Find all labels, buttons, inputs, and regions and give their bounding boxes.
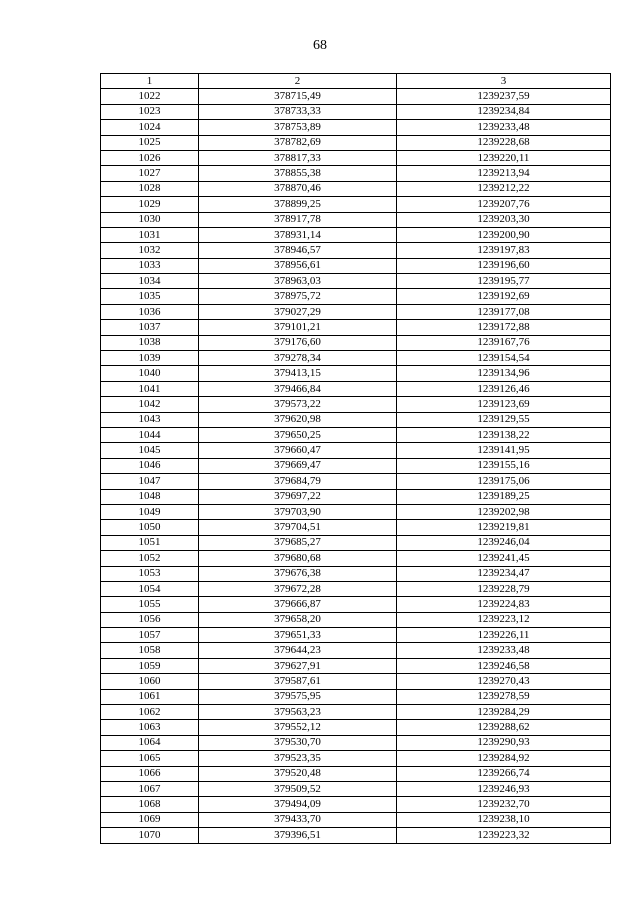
point-number-cell: 1049: [101, 504, 199, 519]
table-row: [101, 735, 611, 750]
point-number-cell: 1025: [101, 135, 199, 150]
point-number-cell: 1023: [101, 104, 199, 119]
x-coordinate-cell: 379563,23: [199, 705, 397, 720]
x-coordinate-cell: 378782,69: [199, 135, 397, 150]
y-coordinate-cell: 1239192,69: [397, 289, 611, 304]
table-row: [101, 504, 611, 519]
y-coordinate-cell: 1239202,98: [397, 504, 611, 519]
y-coordinate-cell: 1239233,48: [397, 120, 611, 135]
point-number-cell: 1062: [101, 705, 199, 720]
y-coordinate-cell: 1239195,77: [397, 274, 611, 289]
x-coordinate-cell: 379575,95: [199, 689, 397, 704]
y-coordinate-cell: 1239129,55: [397, 412, 611, 427]
x-coordinate-cell: 379523,35: [199, 751, 397, 766]
header-col-2: 2: [199, 74, 397, 89]
x-coordinate-cell: 379651,33: [199, 628, 397, 643]
point-number-cell: 1029: [101, 197, 199, 212]
point-number-cell: 1056: [101, 612, 199, 627]
point-number-cell: 1037: [101, 320, 199, 335]
table-row: [101, 258, 611, 273]
header-col-1: 1: [101, 74, 199, 89]
y-coordinate-cell: 1239223,12: [397, 612, 611, 627]
x-coordinate-cell: 378963,03: [199, 274, 397, 289]
x-coordinate-cell: 379101,21: [199, 320, 397, 335]
table-header: [101, 74, 611, 89]
point-number-cell: 1067: [101, 781, 199, 796]
point-number-cell: 1054: [101, 581, 199, 596]
table-row: [101, 135, 611, 150]
table-row: [101, 458, 611, 473]
y-coordinate-cell: 1239238,10: [397, 812, 611, 827]
point-number-cell: 1039: [101, 351, 199, 366]
y-coordinate-cell: 1239220,11: [397, 150, 611, 165]
y-coordinate-cell: 1239126,46: [397, 381, 611, 396]
table-row: [101, 828, 611, 843]
table-row: [101, 612, 611, 627]
table-row: [101, 304, 611, 319]
x-coordinate-cell: 379027,29: [199, 304, 397, 319]
table-body: [101, 89, 611, 843]
table-row: [101, 89, 611, 104]
table-row: [101, 104, 611, 119]
table-row: [101, 520, 611, 535]
x-coordinate-cell: 379684,79: [199, 474, 397, 489]
table-row: [101, 766, 611, 781]
table-row: [101, 781, 611, 796]
table-row: [101, 197, 611, 212]
table-row: [101, 212, 611, 227]
table-row: [101, 120, 611, 135]
point-number-cell: 1034: [101, 274, 199, 289]
table-row: [101, 720, 611, 735]
y-coordinate-cell: 1239134,96: [397, 366, 611, 381]
table-row: [101, 566, 611, 581]
x-coordinate-cell: 379680,68: [199, 551, 397, 566]
table-row: [101, 812, 611, 827]
y-coordinate-cell: 1239224,83: [397, 597, 611, 612]
y-coordinate-cell: 1239141,95: [397, 443, 611, 458]
y-coordinate-cell: 1239290,93: [397, 735, 611, 750]
x-coordinate-cell: 379627,91: [199, 658, 397, 673]
x-coordinate-cell: 379552,12: [199, 720, 397, 735]
point-number-cell: 1050: [101, 520, 199, 535]
point-number-cell: 1024: [101, 120, 199, 135]
table-row: [101, 289, 611, 304]
y-coordinate-cell: 1239284,92: [397, 751, 611, 766]
point-number-cell: 1048: [101, 489, 199, 504]
point-number-cell: 1041: [101, 381, 199, 396]
point-number-cell: 1030: [101, 212, 199, 227]
table-row: [101, 797, 611, 812]
y-coordinate-cell: 1239232,70: [397, 797, 611, 812]
x-coordinate-cell: 378870,46: [199, 181, 397, 196]
y-coordinate-cell: 1239228,68: [397, 135, 611, 150]
y-coordinate-cell: 1239234,47: [397, 566, 611, 581]
point-number-cell: 1047: [101, 474, 199, 489]
x-coordinate-cell: 379494,09: [199, 797, 397, 812]
point-number-cell: 1060: [101, 674, 199, 689]
y-coordinate-cell: 1239246,93: [397, 781, 611, 796]
x-coordinate-cell: 379587,61: [199, 674, 397, 689]
table-row: [101, 658, 611, 673]
y-coordinate-cell: 1239226,11: [397, 628, 611, 643]
point-number-cell: 1040: [101, 366, 199, 381]
y-coordinate-cell: 1239175,06: [397, 474, 611, 489]
point-number-cell: 1028: [101, 181, 199, 196]
table-row: [101, 412, 611, 427]
x-coordinate-cell: 379176,60: [199, 335, 397, 350]
y-coordinate-cell: 1239177,08: [397, 304, 611, 319]
point-number-cell: 1036: [101, 304, 199, 319]
y-coordinate-cell: 1239246,58: [397, 658, 611, 673]
table-row: [101, 366, 611, 381]
y-coordinate-cell: 1239200,90: [397, 227, 611, 242]
table-row: [101, 628, 611, 643]
point-number-cell: 1057: [101, 628, 199, 643]
x-coordinate-cell: 379413,15: [199, 366, 397, 381]
table-row: [101, 535, 611, 550]
y-coordinate-cell: 1239223,32: [397, 828, 611, 843]
x-coordinate-cell: 379676,38: [199, 566, 397, 581]
point-number-cell: 1031: [101, 227, 199, 242]
table-row: [101, 351, 611, 366]
x-coordinate-cell: 379660,47: [199, 443, 397, 458]
header-col-3: 3: [397, 74, 611, 89]
point-number-cell: 1042: [101, 397, 199, 412]
table-row: [101, 150, 611, 165]
y-coordinate-cell: 1239189,25: [397, 489, 611, 504]
table-row: [101, 674, 611, 689]
table-row: [101, 227, 611, 242]
y-coordinate-cell: 1239233,48: [397, 643, 611, 658]
y-coordinate-cell: 1239213,94: [397, 166, 611, 181]
point-number-cell: 1065: [101, 751, 199, 766]
table-row: [101, 335, 611, 350]
table-row: [101, 581, 611, 596]
y-coordinate-cell: 1239123,69: [397, 397, 611, 412]
x-coordinate-cell: 379704,51: [199, 520, 397, 535]
x-coordinate-cell: 379669,47: [199, 458, 397, 473]
x-coordinate-cell: 379520,48: [199, 766, 397, 781]
y-coordinate-cell: 1239270,43: [397, 674, 611, 689]
x-coordinate-cell: 379433,70: [199, 812, 397, 827]
y-coordinate-cell: 1239266,74: [397, 766, 611, 781]
point-number-cell: 1022: [101, 89, 199, 104]
point-number-cell: 1035: [101, 289, 199, 304]
coordinates-table: [100, 73, 611, 844]
x-coordinate-cell: 378733,33: [199, 104, 397, 119]
x-coordinate-cell: 379644,23: [199, 643, 397, 658]
x-coordinate-cell: 378855,38: [199, 166, 397, 181]
table-row: [101, 320, 611, 335]
y-coordinate-cell: 1239212,22: [397, 181, 611, 196]
table-row: [101, 474, 611, 489]
y-coordinate-cell: 1239284,29: [397, 705, 611, 720]
y-coordinate-cell: 1239155,16: [397, 458, 611, 473]
x-coordinate-cell: 379396,51: [199, 828, 397, 843]
x-coordinate-cell: 379672,28: [199, 581, 397, 596]
y-coordinate-cell: 1239196,60: [397, 258, 611, 273]
x-coordinate-cell: 378975,72: [199, 289, 397, 304]
point-number-cell: 1026: [101, 150, 199, 165]
table-row: [101, 643, 611, 658]
point-number-cell: 1052: [101, 551, 199, 566]
point-number-cell: 1053: [101, 566, 199, 581]
point-number-cell: 1069: [101, 812, 199, 827]
point-number-cell: 1061: [101, 689, 199, 704]
table-row: [101, 181, 611, 196]
table-row: [101, 274, 611, 289]
x-coordinate-cell: 378946,57: [199, 243, 397, 258]
x-coordinate-cell: 379466,84: [199, 381, 397, 396]
x-coordinate-cell: 379666,87: [199, 597, 397, 612]
y-coordinate-cell: 1239234,84: [397, 104, 611, 119]
y-coordinate-cell: 1239241,45: [397, 551, 611, 566]
table-row: [101, 243, 611, 258]
x-coordinate-cell: 379685,27: [199, 535, 397, 550]
y-coordinate-cell: 1239219,81: [397, 520, 611, 535]
x-coordinate-cell: 379658,20: [199, 612, 397, 627]
point-number-cell: 1044: [101, 427, 199, 442]
x-coordinate-cell: 379509,52: [199, 781, 397, 796]
point-number-cell: 1066: [101, 766, 199, 781]
y-coordinate-cell: 1239172,88: [397, 320, 611, 335]
x-coordinate-cell: 379697,22: [199, 489, 397, 504]
point-number-cell: 1027: [101, 166, 199, 181]
x-coordinate-cell: 378931,14: [199, 227, 397, 242]
point-number-cell: 1058: [101, 643, 199, 658]
point-number-cell: 1032: [101, 243, 199, 258]
table-row: [101, 597, 611, 612]
y-coordinate-cell: 1239237,59: [397, 89, 611, 104]
x-coordinate-cell: 379620,98: [199, 412, 397, 427]
point-number-cell: 1038: [101, 335, 199, 350]
table-row: [101, 166, 611, 181]
x-coordinate-cell: 378899,25: [199, 197, 397, 212]
y-coordinate-cell: 1239228,79: [397, 581, 611, 596]
point-number-cell: 1046: [101, 458, 199, 473]
point-number-cell: 1045: [101, 443, 199, 458]
point-number-cell: 1064: [101, 735, 199, 750]
point-number-cell: 1051: [101, 535, 199, 550]
table-row: [101, 427, 611, 442]
x-coordinate-cell: 378956,61: [199, 258, 397, 273]
y-coordinate-cell: 1239288,62: [397, 720, 611, 735]
x-coordinate-cell: 379530,70: [199, 735, 397, 750]
y-coordinate-cell: 1239138,22: [397, 427, 611, 442]
table-row: [101, 397, 611, 412]
point-number-cell: 1070: [101, 828, 199, 843]
point-number-cell: 1063: [101, 720, 199, 735]
table-row: [101, 751, 611, 766]
header-row: [101, 74, 611, 89]
table-row: [101, 551, 611, 566]
y-coordinate-cell: 1239278,59: [397, 689, 611, 704]
x-coordinate-cell: 378917,78: [199, 212, 397, 227]
point-number-cell: 1055: [101, 597, 199, 612]
table-row: [101, 489, 611, 504]
point-number-cell: 1043: [101, 412, 199, 427]
x-coordinate-cell: 379650,25: [199, 427, 397, 442]
table-row: [101, 381, 611, 396]
x-coordinate-cell: 379278,34: [199, 351, 397, 366]
y-coordinate-cell: 1239207,76: [397, 197, 611, 212]
x-coordinate-cell: 378753,89: [199, 120, 397, 135]
page-number: 68: [313, 38, 327, 53]
x-coordinate-cell: 379573,22: [199, 397, 397, 412]
point-number-cell: 1068: [101, 797, 199, 812]
table-row: [101, 689, 611, 704]
table-row: [101, 443, 611, 458]
point-number-cell: 1059: [101, 658, 199, 673]
x-coordinate-cell: 379703,90: [199, 504, 397, 519]
y-coordinate-cell: 1239203,30: [397, 212, 611, 227]
table-row: [101, 705, 611, 720]
y-coordinate-cell: 1239154,54: [397, 351, 611, 366]
x-coordinate-cell: 378715,49: [199, 89, 397, 104]
y-coordinate-cell: 1239246,04: [397, 535, 611, 550]
y-coordinate-cell: 1239167,76: [397, 335, 611, 350]
y-coordinate-cell: 1239197,83: [397, 243, 611, 258]
point-number-cell: 1033: [101, 258, 199, 273]
x-coordinate-cell: 378817,33: [199, 150, 397, 165]
